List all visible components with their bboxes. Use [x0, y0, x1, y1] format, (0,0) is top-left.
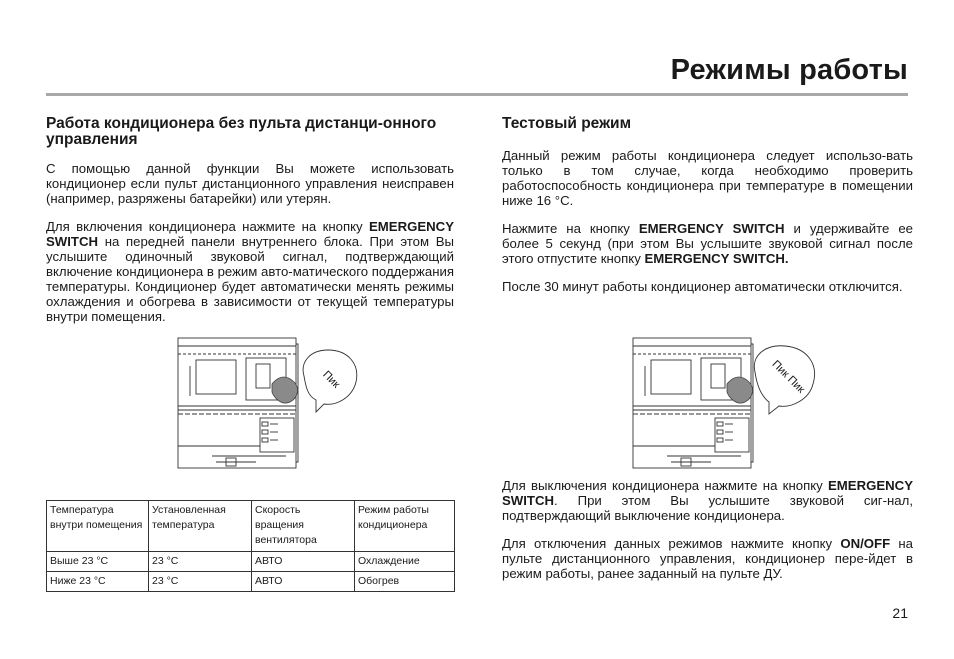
right-paragraph-2 — [502, 221, 913, 266]
table-cell: 23 °С — [149, 552, 252, 572]
col-header-set-temp: Установленная температура — [149, 501, 252, 552]
table-row — [47, 552, 455, 572]
right-p2-text-middle: и удерживайте ее более 5 секунд (при этом Вы услышите звуковой сигнал после этого отпустите кнопку — [502, 220, 913, 266]
sound-label-right: Пик Пик — [769, 358, 807, 396]
col-header-fan-speed: Скорость вращения вентилятора — [252, 501, 355, 552]
title-rule — [46, 93, 908, 96]
modes-table — [46, 500, 455, 592]
right-p5-text-after: на пульте дистанционного управления, кондиционер пере-йдет в режим работы, ранее заданный на пульте ДУ. — [502, 536, 913, 581]
page-number: 21 — [892, 605, 908, 621]
on-off-label: ON/OFF — [840, 536, 891, 551]
right-paragraph-5 — [502, 536, 913, 581]
right-paragraph-3: После 30 минут работы кондиционер автоматически отключится. — [502, 278, 903, 294]
right-column — [502, 116, 913, 307]
table-row — [47, 572, 455, 592]
table-cell: 23 °С — [149, 572, 252, 592]
table-cell: Охлаждение — [355, 552, 455, 572]
emergency-switch-label: EMERGENCY SWITCH — [46, 219, 454, 249]
table-cell: Ниже 23 °С — [47, 572, 149, 592]
table-cell: Выше 23 °С — [47, 552, 149, 572]
left-heading: Работа кондиционера без пульта дистанци-онного управления — [46, 115, 437, 148]
sound-label-left: Пик — [320, 368, 343, 391]
right-paragraph-4 — [502, 478, 913, 523]
table-cell: АВТО — [252, 572, 355, 592]
table-cell: Обогрев — [355, 572, 455, 592]
page-title: Режимы работы — [670, 54, 908, 86]
right-p5-text-before: Для отключения данных режимов нажмите кнопку — [502, 536, 841, 551]
table-header-row — [47, 501, 455, 552]
right-lower-block — [502, 478, 913, 594]
col-header-room-temp: Температура внутри помещения — [47, 501, 149, 552]
emergency-switch-label: EMERGENCY SWITCH — [638, 220, 785, 236]
right-heading: Тестовый режим — [502, 115, 632, 132]
unit-illustration-left — [176, 336, 366, 472]
unit-illustration-right — [631, 336, 821, 472]
right-p2-text-before: Нажмите на кнопку — [502, 220, 639, 236]
emergency-switch-label: EMERGENCY SWITCH. — [644, 250, 789, 266]
left-column — [46, 116, 454, 337]
right-paragraph-1: Данный режим работы кондиционера следует использо-вать только в том случае, когда необходимо проверить работоспособность кондиционера при температуре в помещении ниже 16 °С. — [502, 147, 913, 208]
emergency-switch-label: EMERGENCY SWITCH — [502, 478, 913, 508]
left-p2-text-before: Для включения кондиционера нажмите на кнопку — [46, 219, 369, 234]
right-p4-text-after: . При этом Вы услышите звуковой сиг-нал, подтверждающий выключение кондиционера. — [502, 493, 913, 523]
right-p4-text-before: Для выключения кондиционера нажмите на кнопку — [502, 478, 828, 493]
table-cell: АВТО — [252, 552, 355, 572]
left-paragraph-2 — [46, 219, 454, 324]
left-p2-text-after: на передней панели внутреннего блока. При этом Вы услышите одиночный звуковой сигнал, подтверждающий включение кондиционера в режим авто-матического поддержания температуры. Кондиционер будет автоматически менять режимы охлаждения и обогрева в зависимости от текущей температуры внутри помещения. — [46, 234, 454, 324]
left-paragraph-1: С помощью данной функции Вы можете использовать кондиционер если пульт дистанционного управления неисправен (например, разряжены батарейки) или утерян. — [46, 161, 454, 206]
col-header-mode: Режим работы кондиционера — [355, 501, 455, 552]
